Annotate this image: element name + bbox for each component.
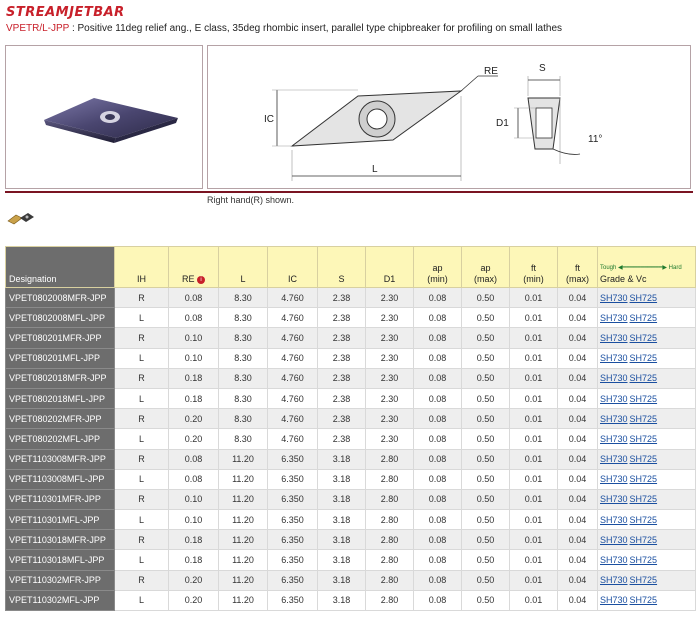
grade-link-sh725[interactable]: SH725 — [629, 454, 658, 465]
cell-grade — [598, 328, 696, 348]
cell-ap-max: 0.50 — [462, 510, 510, 530]
header-ft-max: ft (max) — [558, 247, 598, 288]
grade-link-sh725[interactable]: SH725 — [629, 514, 658, 525]
table-row — [6, 388, 696, 408]
header-d1: D1 — [366, 247, 414, 288]
cell-ap-max: 0.50 — [462, 489, 510, 509]
grade-link-sh725[interactable]: SH725 — [629, 534, 658, 545]
cell-ap-max: 0.50 — [462, 308, 510, 328]
cell-l: 11.20 — [219, 570, 268, 590]
cell-s: 3.18 — [318, 590, 366, 610]
grade-link-sh730[interactable]: SH730 — [600, 494, 628, 505]
grade-link-sh725[interactable]: SH725 — [629, 353, 658, 364]
cell-designation: VPET1103008MFR-JPP — [6, 449, 115, 469]
cell-ft-min: 0.01 — [510, 469, 558, 489]
cell-ft-min: 0.01 — [510, 530, 558, 550]
cell-ap-max: 0.50 — [462, 368, 510, 388]
cell-ic: 4.760 — [268, 328, 318, 348]
grade-link-sh730[interactable]: SH730 — [600, 353, 628, 364]
cell-d1: 2.80 — [366, 570, 414, 590]
cell-ih: L — [115, 429, 169, 449]
table-row — [6, 449, 696, 469]
cell-ft-min: 0.01 — [510, 429, 558, 449]
cell-re: 0.08 — [169, 449, 219, 469]
cell-ap-min: 0.08 — [414, 530, 462, 550]
insert-photo — [5, 45, 203, 189]
cell-ap-max: 0.50 — [462, 550, 510, 570]
cell-ic: 4.760 — [268, 429, 318, 449]
cell-l: 8.30 — [219, 308, 268, 328]
grade-link-sh730[interactable]: SH730 — [600, 373, 628, 384]
cell-d1: 2.80 — [366, 590, 414, 610]
cell-ap-max: 0.50 — [462, 449, 510, 469]
header-s: S — [318, 247, 366, 288]
cell-s: 3.18 — [318, 530, 366, 550]
grade-link-sh725[interactable]: SH725 — [629, 575, 658, 586]
grade-link-sh730[interactable]: SH730 — [600, 555, 628, 566]
cell-l: 11.20 — [219, 449, 268, 469]
cell-re: 0.08 — [169, 469, 219, 489]
cell-ap-min: 0.08 — [414, 469, 462, 489]
cell-s: 2.38 — [318, 429, 366, 449]
grade-link-sh725[interactable]: SH725 — [629, 494, 658, 505]
cell-grade — [598, 489, 696, 509]
chipbreaker-icon — [6, 211, 36, 232]
cell-re: 0.18 — [169, 388, 219, 408]
cell-ft-min: 0.01 — [510, 388, 558, 408]
cell-ap-min: 0.08 — [414, 388, 462, 408]
cell-designation: VPET110301MFR-JPP — [6, 489, 115, 509]
cell-l: 11.20 — [219, 469, 268, 489]
cell-l: 8.30 — [219, 368, 268, 388]
cell-grade — [598, 449, 696, 469]
info-icon[interactable]: i — [197, 276, 205, 284]
cell-ih: R — [115, 409, 169, 429]
cell-ft-min: 0.01 — [510, 409, 558, 429]
cell-ft-max: 0.04 — [558, 429, 598, 449]
cell-ap-min: 0.08 — [414, 328, 462, 348]
cell-l: 11.20 — [219, 530, 268, 550]
cell-re: 0.20 — [169, 429, 219, 449]
cell-ih: R — [115, 570, 169, 590]
cell-designation: VPET110302MFL-JPP — [6, 590, 115, 610]
cell-ft-min: 0.01 — [510, 550, 558, 570]
cell-ic: 4.760 — [268, 388, 318, 408]
cell-re: 0.18 — [169, 530, 219, 550]
cell-d1: 2.80 — [366, 550, 414, 570]
cell-grade — [598, 550, 696, 570]
cell-l: 8.30 — [219, 288, 268, 308]
header-ap-min: ap (min) — [414, 247, 462, 288]
cell-s: 3.18 — [318, 449, 366, 469]
cell-re: 0.18 — [169, 550, 219, 570]
cell-ih: L — [115, 590, 169, 610]
cell-ap-max: 0.50 — [462, 409, 510, 429]
cell-ft-min: 0.01 — [510, 368, 558, 388]
cell-ft-max: 0.04 — [558, 409, 598, 429]
table-header-row — [6, 247, 696, 288]
cell-ih: L — [115, 348, 169, 368]
cell-d1: 2.80 — [366, 449, 414, 469]
cell-ic: 4.760 — [268, 348, 318, 368]
cell-designation: VPET110301MFL-JPP — [6, 510, 115, 530]
cell-ih: L — [115, 388, 169, 408]
cell-ap-max: 0.50 — [462, 530, 510, 550]
cell-ic: 6.350 — [268, 469, 318, 489]
cell-d1: 2.80 — [366, 469, 414, 489]
cell-d1: 2.30 — [366, 308, 414, 328]
cell-ic: 6.350 — [268, 449, 318, 469]
header-designation: Designation — [6, 247, 115, 288]
cell-ap-max: 0.50 — [462, 570, 510, 590]
cell-ft-max: 0.04 — [558, 469, 598, 489]
cell-l: 8.30 — [219, 388, 268, 408]
table-row — [6, 368, 696, 388]
grade-link-sh725[interactable]: SH725 — [629, 413, 658, 424]
cell-ap-max: 0.50 — [462, 469, 510, 489]
cell-designation: VPET0802008MFR-JPP — [6, 288, 115, 308]
cell-ic: 6.350 — [268, 530, 318, 550]
cell-re: 0.10 — [169, 348, 219, 368]
specification-table — [5, 246, 696, 611]
cell-ft-min: 0.01 — [510, 510, 558, 530]
cell-grade — [598, 288, 696, 308]
cell-ih: R — [115, 368, 169, 388]
cell-re: 0.08 — [169, 288, 219, 308]
cell-ft-max: 0.04 — [558, 550, 598, 570]
cell-d1: 2.30 — [366, 429, 414, 449]
cell-ic: 6.350 — [268, 550, 318, 570]
table-row — [6, 530, 696, 550]
grade-link-sh725[interactable]: SH725 — [629, 474, 658, 485]
grade-link-sh730[interactable]: SH730 — [600, 454, 628, 465]
grade-link-sh725[interactable]: SH725 — [629, 595, 658, 606]
cell-d1: 2.30 — [366, 388, 414, 408]
page-subtitle — [6, 23, 562, 34]
cell-ft-min: 0.01 — [510, 449, 558, 469]
cell-l: 8.30 — [219, 328, 268, 348]
cell-s: 3.18 — [318, 550, 366, 570]
cell-d1: 2.30 — [366, 288, 414, 308]
cell-grade — [598, 590, 696, 610]
table-row — [6, 348, 696, 368]
cell-s: 2.38 — [318, 409, 366, 429]
cell-ap-min: 0.08 — [414, 308, 462, 328]
header-l: L — [219, 247, 268, 288]
cell-re: 0.10 — [169, 489, 219, 509]
cell-re: 0.08 — [169, 308, 219, 328]
cell-ic: 6.350 — [268, 590, 318, 610]
cell-ap-min: 0.08 — [414, 510, 462, 530]
header-ic: IC — [268, 247, 318, 288]
cell-designation: VPET080202MFL-JPP — [6, 429, 115, 449]
table-row — [6, 328, 696, 348]
cell-re: 0.10 — [169, 328, 219, 348]
cell-re: 0.20 — [169, 590, 219, 610]
cell-ic: 4.760 — [268, 368, 318, 388]
cell-s: 2.38 — [318, 288, 366, 308]
cell-l: 11.20 — [219, 590, 268, 610]
cell-l: 8.30 — [219, 429, 268, 449]
cell-ft-max: 0.04 — [558, 489, 598, 509]
grade-link-sh730[interactable]: SH730 — [600, 595, 628, 606]
cell-designation: VPET080202MFR-JPP — [6, 409, 115, 429]
cell-ih: L — [115, 308, 169, 328]
label-d1: D1 — [496, 118, 509, 129]
grade-link-sh730[interactable]: SH730 — [600, 433, 628, 444]
grade-link-sh725[interactable]: SH725 — [629, 332, 658, 343]
cell-ft-min: 0.01 — [510, 489, 558, 509]
cell-ft-min: 0.01 — [510, 570, 558, 590]
cell-ic: 4.760 — [268, 288, 318, 308]
cell-ap-max: 0.50 — [462, 429, 510, 449]
cell-ft-max: 0.04 — [558, 308, 598, 328]
grade-link-sh730[interactable]: SH730 — [600, 292, 628, 303]
cell-ap-min: 0.08 — [414, 348, 462, 368]
cell-ih: R — [115, 288, 169, 308]
cell-grade — [598, 570, 696, 590]
cell-ft-max: 0.04 — [558, 510, 598, 530]
grade-link-sh725[interactable]: SH725 — [629, 292, 658, 303]
cell-d1: 2.30 — [366, 409, 414, 429]
cell-grade — [598, 510, 696, 530]
table-row — [6, 288, 696, 308]
cell-designation: VPET1103018MFL-JPP — [6, 550, 115, 570]
header-ap-max: ap (max) — [462, 247, 510, 288]
cell-ap-max: 0.50 — [462, 388, 510, 408]
cell-designation: VPET0802018MFL-JPP — [6, 388, 115, 408]
header-ft-min: ft (min) — [510, 247, 558, 288]
cell-designation: VPET080201MFR-JPP — [6, 328, 115, 348]
cell-ic: 4.760 — [268, 409, 318, 429]
cell-s: 3.18 — [318, 489, 366, 509]
table-row — [6, 409, 696, 429]
table-row — [6, 550, 696, 570]
cell-ap-min: 0.08 — [414, 409, 462, 429]
cell-grade — [598, 308, 696, 328]
cell-ic: 4.760 — [268, 308, 318, 328]
insert-diagram — [207, 45, 691, 189]
cell-ft-min: 0.01 — [510, 328, 558, 348]
cell-l: 11.20 — [219, 550, 268, 570]
brand-logo: STREAMJETBAR — [6, 5, 125, 20]
cell-re: 0.20 — [169, 409, 219, 429]
cell-designation: VPET0802008MFL-JPP — [6, 308, 115, 328]
grade-link-sh725[interactable]: SH725 — [629, 433, 658, 444]
cell-grade — [598, 368, 696, 388]
cell-grade — [598, 388, 696, 408]
cell-ih: L — [115, 510, 169, 530]
cell-ft-max: 0.04 — [558, 388, 598, 408]
cell-d1: 2.80 — [366, 510, 414, 530]
grade-link-sh730[interactable]: SH730 — [600, 474, 628, 485]
label-ic: IC — [264, 114, 274, 125]
cell-ft-min: 0.01 — [510, 348, 558, 368]
dimension-diagram — [208, 46, 690, 188]
cell-ap-max: 0.50 — [462, 328, 510, 348]
cell-ft-max: 0.04 — [558, 348, 598, 368]
cell-l: 8.30 — [219, 348, 268, 368]
cell-l: 8.30 — [219, 409, 268, 429]
label-l: L — [372, 164, 378, 175]
cell-ap-max: 0.50 — [462, 348, 510, 368]
table-row — [6, 469, 696, 489]
label-s: S — [539, 63, 546, 74]
cell-grade — [598, 429, 696, 449]
grade-link-sh730[interactable]: SH730 — [600, 514, 628, 525]
cell-ic: 6.350 — [268, 570, 318, 590]
cell-ih: L — [115, 550, 169, 570]
grade-link-sh730[interactable]: SH730 — [600, 312, 628, 323]
grade-link-sh725[interactable]: SH725 — [629, 393, 658, 404]
insert-photo-icon — [6, 46, 202, 188]
cell-re: 0.20 — [169, 570, 219, 590]
label-re: RE — [484, 66, 498, 77]
cell-s: 2.38 — [318, 328, 366, 348]
subtitle-description: : Positive 11deg relief ang., E class, 35deg rhombic insert, parallel type chipbreaker for profiling on small lathes — [69, 23, 563, 34]
cell-ft-max: 0.04 — [558, 368, 598, 388]
cell-d1: 2.30 — [366, 368, 414, 388]
cell-s: 2.38 — [318, 368, 366, 388]
cell-s: 2.38 — [318, 308, 366, 328]
cell-ap-min: 0.08 — [414, 570, 462, 590]
cell-s: 3.18 — [318, 510, 366, 530]
cell-grade — [598, 348, 696, 368]
cell-ic: 6.350 — [268, 489, 318, 509]
subtitle-code: VPETR/L-JPP — [6, 23, 70, 34]
cell-designation: VPET110302MFR-JPP — [6, 570, 115, 590]
cell-ap-min: 0.08 — [414, 449, 462, 469]
cell-ic: 6.350 — [268, 510, 318, 530]
cell-d1: 2.30 — [366, 328, 414, 348]
label-angle: 11° — [588, 134, 603, 145]
tough-hard-scale: Tough ◀━━━━━━━━━━━▶ Hard — [600, 265, 682, 271]
cell-s: 3.18 — [318, 469, 366, 489]
cell-re: 0.18 — [169, 368, 219, 388]
cell-ft-max: 0.04 — [558, 530, 598, 550]
grade-link-sh730[interactable]: SH730 — [600, 413, 628, 424]
cell-ap-min: 0.08 — [414, 288, 462, 308]
cell-d1: 2.30 — [366, 348, 414, 368]
figure-caption: Right hand(R) shown. — [207, 195, 295, 205]
cell-ft-max: 0.04 — [558, 570, 598, 590]
cell-ft-max: 0.04 — [558, 288, 598, 308]
cell-ih: R — [115, 489, 169, 509]
cell-d1: 2.80 — [366, 530, 414, 550]
cell-designation: VPET0802018MFR-JPP — [6, 368, 115, 388]
cell-s: 2.38 — [318, 388, 366, 408]
grade-link-sh725[interactable]: SH725 — [629, 312, 658, 323]
table-row — [6, 429, 696, 449]
cell-ih: R — [115, 449, 169, 469]
table-row — [6, 308, 696, 328]
cell-designation: VPET080201MFL-JPP — [6, 348, 115, 368]
header-grade: Tough ◀━━━━━━━━━━━▶ Hard Grade & Vc — [598, 247, 696, 288]
hero-section — [5, 45, 693, 193]
cell-ap-min: 0.08 — [414, 489, 462, 509]
cell-ih: R — [115, 328, 169, 348]
table-row — [6, 510, 696, 530]
grade-link-sh730[interactable]: SH730 — [600, 393, 628, 404]
cell-ap-max: 0.50 — [462, 590, 510, 610]
cell-grade — [598, 530, 696, 550]
cell-ft-max: 0.04 — [558, 590, 598, 610]
cell-l: 11.20 — [219, 510, 268, 530]
table-row — [6, 570, 696, 590]
cell-l: 11.20 — [219, 489, 268, 509]
cell-ih: R — [115, 530, 169, 550]
cell-ft-max: 0.04 — [558, 328, 598, 348]
table-row — [6, 590, 696, 610]
cell-ft-max: 0.04 — [558, 449, 598, 469]
cell-s: 2.38 — [318, 348, 366, 368]
grade-link-sh725[interactable]: SH725 — [629, 555, 658, 566]
cell-ap-max: 0.50 — [462, 288, 510, 308]
cell-ap-min: 0.08 — [414, 368, 462, 388]
cell-designation: VPET1103018MFR-JPP — [6, 530, 115, 550]
cell-ap-min: 0.08 — [414, 550, 462, 570]
table-row — [6, 489, 696, 509]
cell-ap-min: 0.08 — [414, 429, 462, 449]
cell-designation: VPET1103008MFL-JPP — [6, 469, 115, 489]
cell-grade — [598, 409, 696, 429]
header-ih: IH — [115, 247, 169, 288]
cell-ft-min: 0.01 — [510, 590, 558, 610]
grade-link-sh725[interactable]: SH725 — [629, 373, 658, 384]
cell-re: 0.10 — [169, 510, 219, 530]
cell-ft-min: 0.01 — [510, 308, 558, 328]
grade-link-sh730[interactable]: SH730 — [600, 575, 628, 586]
cell-ih: L — [115, 469, 169, 489]
grade-link-sh730[interactable]: SH730 — [600, 332, 628, 343]
cell-ap-min: 0.08 — [414, 590, 462, 610]
header-re: RE i — [169, 247, 219, 288]
grade-link-sh730[interactable]: SH730 — [600, 534, 628, 545]
cell-grade — [598, 469, 696, 489]
cell-d1: 2.80 — [366, 489, 414, 509]
cell-s: 3.18 — [318, 570, 366, 590]
cell-ft-min: 0.01 — [510, 288, 558, 308]
